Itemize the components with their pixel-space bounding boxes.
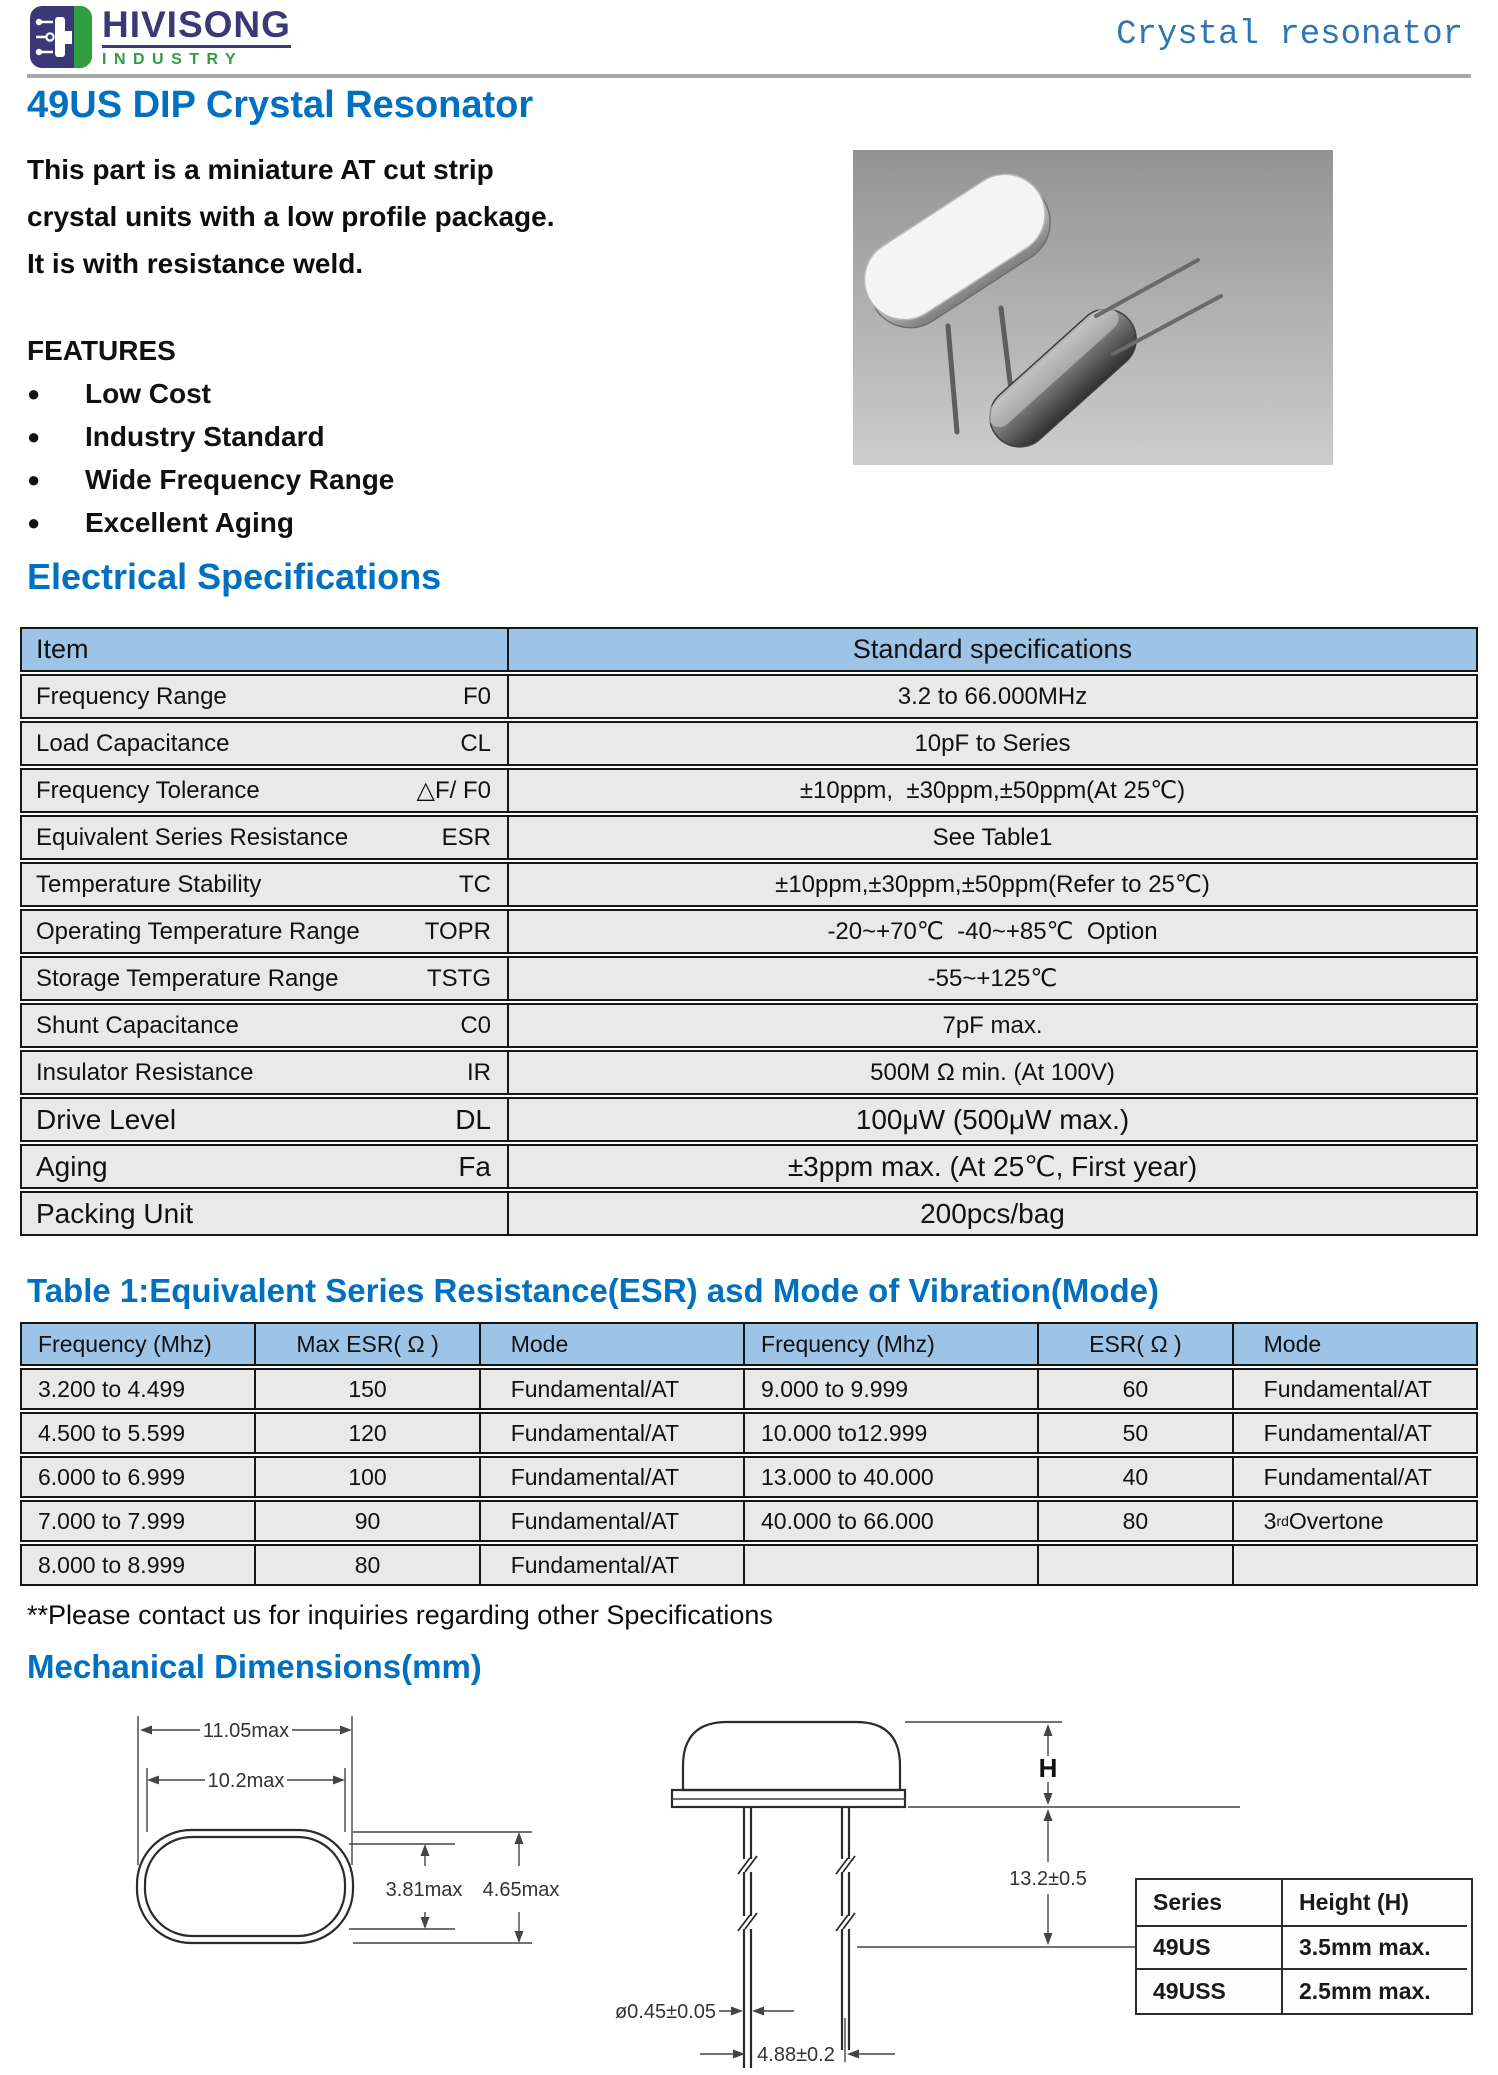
- mode-value: [1234, 1546, 1476, 1584]
- dimension-label-lead-length: 13.2±0.5: [1009, 1868, 1087, 1890]
- table-row: [20, 721, 1478, 766]
- mode-value: Fundamental/AT: [481, 1502, 745, 1540]
- spec-value: 100μW (500μW max.): [855, 1103, 1130, 1135]
- freq-range: 6.000 to 6.999: [22, 1458, 256, 1496]
- front-view-left-lead: [744, 1807, 751, 2068]
- table-header-row: [20, 1322, 1478, 1366]
- spec-name: Insulator Resistance: [36, 1058, 254, 1086]
- mode-value: Fundamental/AT: [481, 1414, 745, 1452]
- spec-symbol: CL: [460, 729, 491, 757]
- header-divider: [27, 74, 1471, 78]
- esr-value: 90: [256, 1502, 480, 1540]
- mode-value: Fundamental/AT: [481, 1546, 745, 1584]
- spec-name: Equivalent Series Resistance: [36, 823, 349, 851]
- table-row: [20, 956, 1478, 1001]
- table-row: [20, 1144, 1478, 1189]
- table-row: [1137, 1970, 1471, 2013]
- spec-symbol: TSTG: [427, 964, 491, 992]
- spec-symbol: F0: [462, 682, 491, 710]
- spec-value: -55~+125℃: [927, 965, 1058, 992]
- table-row: [20, 768, 1478, 813]
- series-height: 3.5mm max.: [1283, 1927, 1467, 1970]
- features-list: [27, 372, 394, 544]
- freq-range: [745, 1546, 1039, 1584]
- table-header-row: [1137, 1880, 1471, 1927]
- freq-range: 13.000 to 40.000: [745, 1458, 1039, 1496]
- spec-name: Operating Temperature Range: [36, 917, 360, 945]
- spec-symbol: △F/ F0: [416, 777, 491, 804]
- spec-value: 3.2 to 66.000MHz: [897, 682, 1088, 710]
- esr-value: 60: [1039, 1370, 1233, 1408]
- spec-symbol: IR: [467, 1058, 491, 1086]
- bullet-icon: ●: [27, 423, 41, 449]
- table-header-row: [20, 627, 1478, 672]
- contact-note: **Please contact us for inquiries regarding other Specifications: [27, 1600, 773, 1630]
- table-row: [20, 1412, 1478, 1454]
- spec-symbol: Fa: [458, 1150, 491, 1182]
- col-header-height: Height (H): [1283, 1880, 1467, 1927]
- page-title: 49US DIP Crystal Resonator: [27, 84, 534, 126]
- table-row: [20, 1003, 1478, 1048]
- esr-value: 80: [1039, 1502, 1233, 1540]
- freq-range: 10.000 to12.999: [745, 1414, 1039, 1452]
- header-value-cell: [509, 629, 1476, 670]
- feature-label: Excellent Aging: [85, 506, 295, 538]
- esr-value: 100: [256, 1458, 480, 1496]
- series-name: 49USS: [1137, 1970, 1283, 2013]
- document-type-label: Crystal resonator: [1116, 16, 1463, 54]
- col-header: Max ESR( Ω ): [256, 1324, 480, 1364]
- table-row: [20, 1191, 1478, 1236]
- spec-name: Packing Unit: [36, 1197, 194, 1229]
- col-header: Mode: [1263, 1330, 1322, 1357]
- top-view-inner-body: [145, 1837, 345, 1936]
- table-row: [20, 1544, 1478, 1586]
- top-view-outer-body: [137, 1830, 353, 1943]
- electrical-specs-heading: Electrical Specifications: [27, 556, 442, 597]
- features-heading: FEATURES: [27, 335, 176, 366]
- esr-value: 50: [1039, 1414, 1233, 1452]
- freq-range: 8.000 to 8.999: [22, 1546, 256, 1584]
- mode-value: 3 rd Overtone: [1263, 1507, 1384, 1534]
- electrical-specs-table: [20, 627, 1478, 1238]
- series-height-table: [1135, 1878, 1473, 2015]
- esr-value: 80: [256, 1546, 480, 1584]
- spec-value: 500M Ω min. (At 100V): [870, 1058, 1115, 1086]
- spec-value: ±3ppm max. (At 25℃, First year): [787, 1151, 1198, 1182]
- logo-company-name: HIVISONG: [102, 4, 291, 45]
- bullet-icon: ●: [27, 509, 41, 535]
- feature-label: Wide Frequency Range: [85, 463, 395, 495]
- spec-name: Load Capacitance: [36, 729, 230, 757]
- mode-value: Fundamental/AT: [481, 1370, 745, 1408]
- table-row: [20, 674, 1478, 719]
- intro-line: It is with resistance weld.: [27, 248, 364, 279]
- spec-value: See Table1: [932, 823, 1053, 851]
- bullet-icon: ●: [27, 466, 41, 492]
- header-item-label: Item: [36, 634, 89, 664]
- product-photo: [853, 150, 1333, 465]
- feature-item: [27, 501, 394, 544]
- dimension-label-lead-diameter: ø0.45±0.05: [614, 2001, 716, 2023]
- intro-paragraph: [27, 146, 554, 287]
- spec-name: Temperature Stability: [36, 870, 262, 898]
- spec-name: Aging: [36, 1150, 108, 1182]
- spec-name: Shunt Capacitance: [36, 1011, 239, 1039]
- feature-label: Low Cost: [85, 377, 211, 409]
- dimension-label-body-height-max: 4.65max: [482, 1879, 560, 1901]
- table-row: [20, 909, 1478, 954]
- spec-symbol: DL: [455, 1103, 491, 1135]
- table-row: [20, 862, 1478, 907]
- spec-value: -20~+70℃ -40~+85℃ Option: [827, 918, 1158, 945]
- feature-item: [27, 458, 394, 501]
- front-view-can: [683, 1722, 900, 1790]
- spec-name: Drive Level: [36, 1103, 177, 1135]
- dimension-label-body-width-max: 11.05max: [202, 1720, 290, 1742]
- spec-name: Frequency Range: [36, 682, 227, 710]
- mode-value: Fundamental/AT: [1263, 1463, 1432, 1490]
- esr-value: [1039, 1546, 1233, 1584]
- spec-value: ±10ppm,±30ppm,±50ppm(Refer to 25℃): [775, 871, 1210, 898]
- table-row: [20, 1050, 1478, 1095]
- feature-item: [27, 415, 394, 458]
- col-header-series: Series: [1137, 1880, 1283, 1927]
- col-header: Frequency (Mhz): [22, 1324, 256, 1364]
- freq-range: 4.500 to 5.599: [22, 1414, 256, 1452]
- spec-symbol: C0: [460, 1011, 491, 1039]
- mechanical-dimensions-heading: Mechanical Dimensions(mm): [27, 1648, 482, 1685]
- table-row: [20, 1097, 1478, 1142]
- spec-name: Storage Temperature Range: [36, 964, 339, 992]
- header-item-cell: [22, 629, 509, 670]
- freq-range: 7.000 to 7.999: [22, 1502, 256, 1540]
- bullet-icon: ●: [27, 380, 41, 406]
- logo-industry-label: INDUSTRY: [102, 51, 244, 68]
- table1-heading: Table 1:Equivalent Series Resistance(ESR) asd Mode of Vibration(Mode): [27, 1272, 1160, 1309]
- feature-item: [27, 372, 394, 415]
- esr-value: 120: [256, 1414, 480, 1452]
- col-header: Frequency (Mhz): [745, 1324, 1039, 1364]
- mode-value: Fundamental/AT: [1263, 1419, 1432, 1446]
- spec-value: ±10ppm, ±30ppm,±50ppm(At 25℃): [799, 777, 1186, 804]
- dimension-label-inner-width: 10.2max: [207, 1770, 285, 1792]
- header-value-label: Standard specifications: [852, 634, 1133, 664]
- mode-value: Fundamental/AT: [1263, 1375, 1432, 1402]
- intro-line: crystal units with a low profile package.: [27, 201, 555, 232]
- table-row: [20, 1500, 1478, 1542]
- logo-underline: [102, 45, 291, 48]
- mode-value: Fundamental/AT: [481, 1458, 745, 1496]
- spec-symbol: TC: [459, 870, 491, 898]
- dimension-label-lead-pitch: 4.88±0.2: [757, 2044, 835, 2066]
- logo-icon: [30, 6, 92, 68]
- freq-range: 40.000 to 66.000: [745, 1502, 1039, 1540]
- esr-mode-table: [20, 1322, 1478, 1588]
- esr-value: 150: [256, 1370, 480, 1408]
- intro-line: This part is a miniature AT cut strip: [27, 154, 494, 185]
- feature-label: Industry Standard: [85, 420, 325, 452]
- company-logo: [30, 6, 291, 69]
- table-row: [1137, 1927, 1471, 1970]
- dimension-label-height-H: H: [1038, 1753, 1058, 1783]
- spec-value: 10pF to Series: [914, 729, 1071, 757]
- col-header: ESR( Ω ): [1039, 1324, 1233, 1364]
- table-row: [20, 815, 1478, 860]
- spec-name: Frequency Tolerance: [36, 776, 260, 804]
- col-header: Mode: [481, 1324, 745, 1364]
- freq-range: 9.000 to 9.999: [745, 1370, 1039, 1408]
- esr-value: 40: [1039, 1458, 1233, 1496]
- spec-symbol: TOPR: [424, 917, 491, 945]
- dimension-label-inner-height: 3.81max: [385, 1879, 463, 1901]
- freq-range: 3.200 to 4.499: [22, 1370, 256, 1408]
- spec-value: 200pcs/bag: [920, 1197, 1065, 1229]
- series-height: 2.5mm max.: [1299, 1978, 1431, 2004]
- table-row: [20, 1368, 1478, 1410]
- spec-symbol: ESR: [441, 823, 491, 851]
- spec-value: 7pF max.: [942, 1011, 1043, 1039]
- table-row: [20, 1456, 1478, 1498]
- series-name: 49US: [1137, 1927, 1283, 1970]
